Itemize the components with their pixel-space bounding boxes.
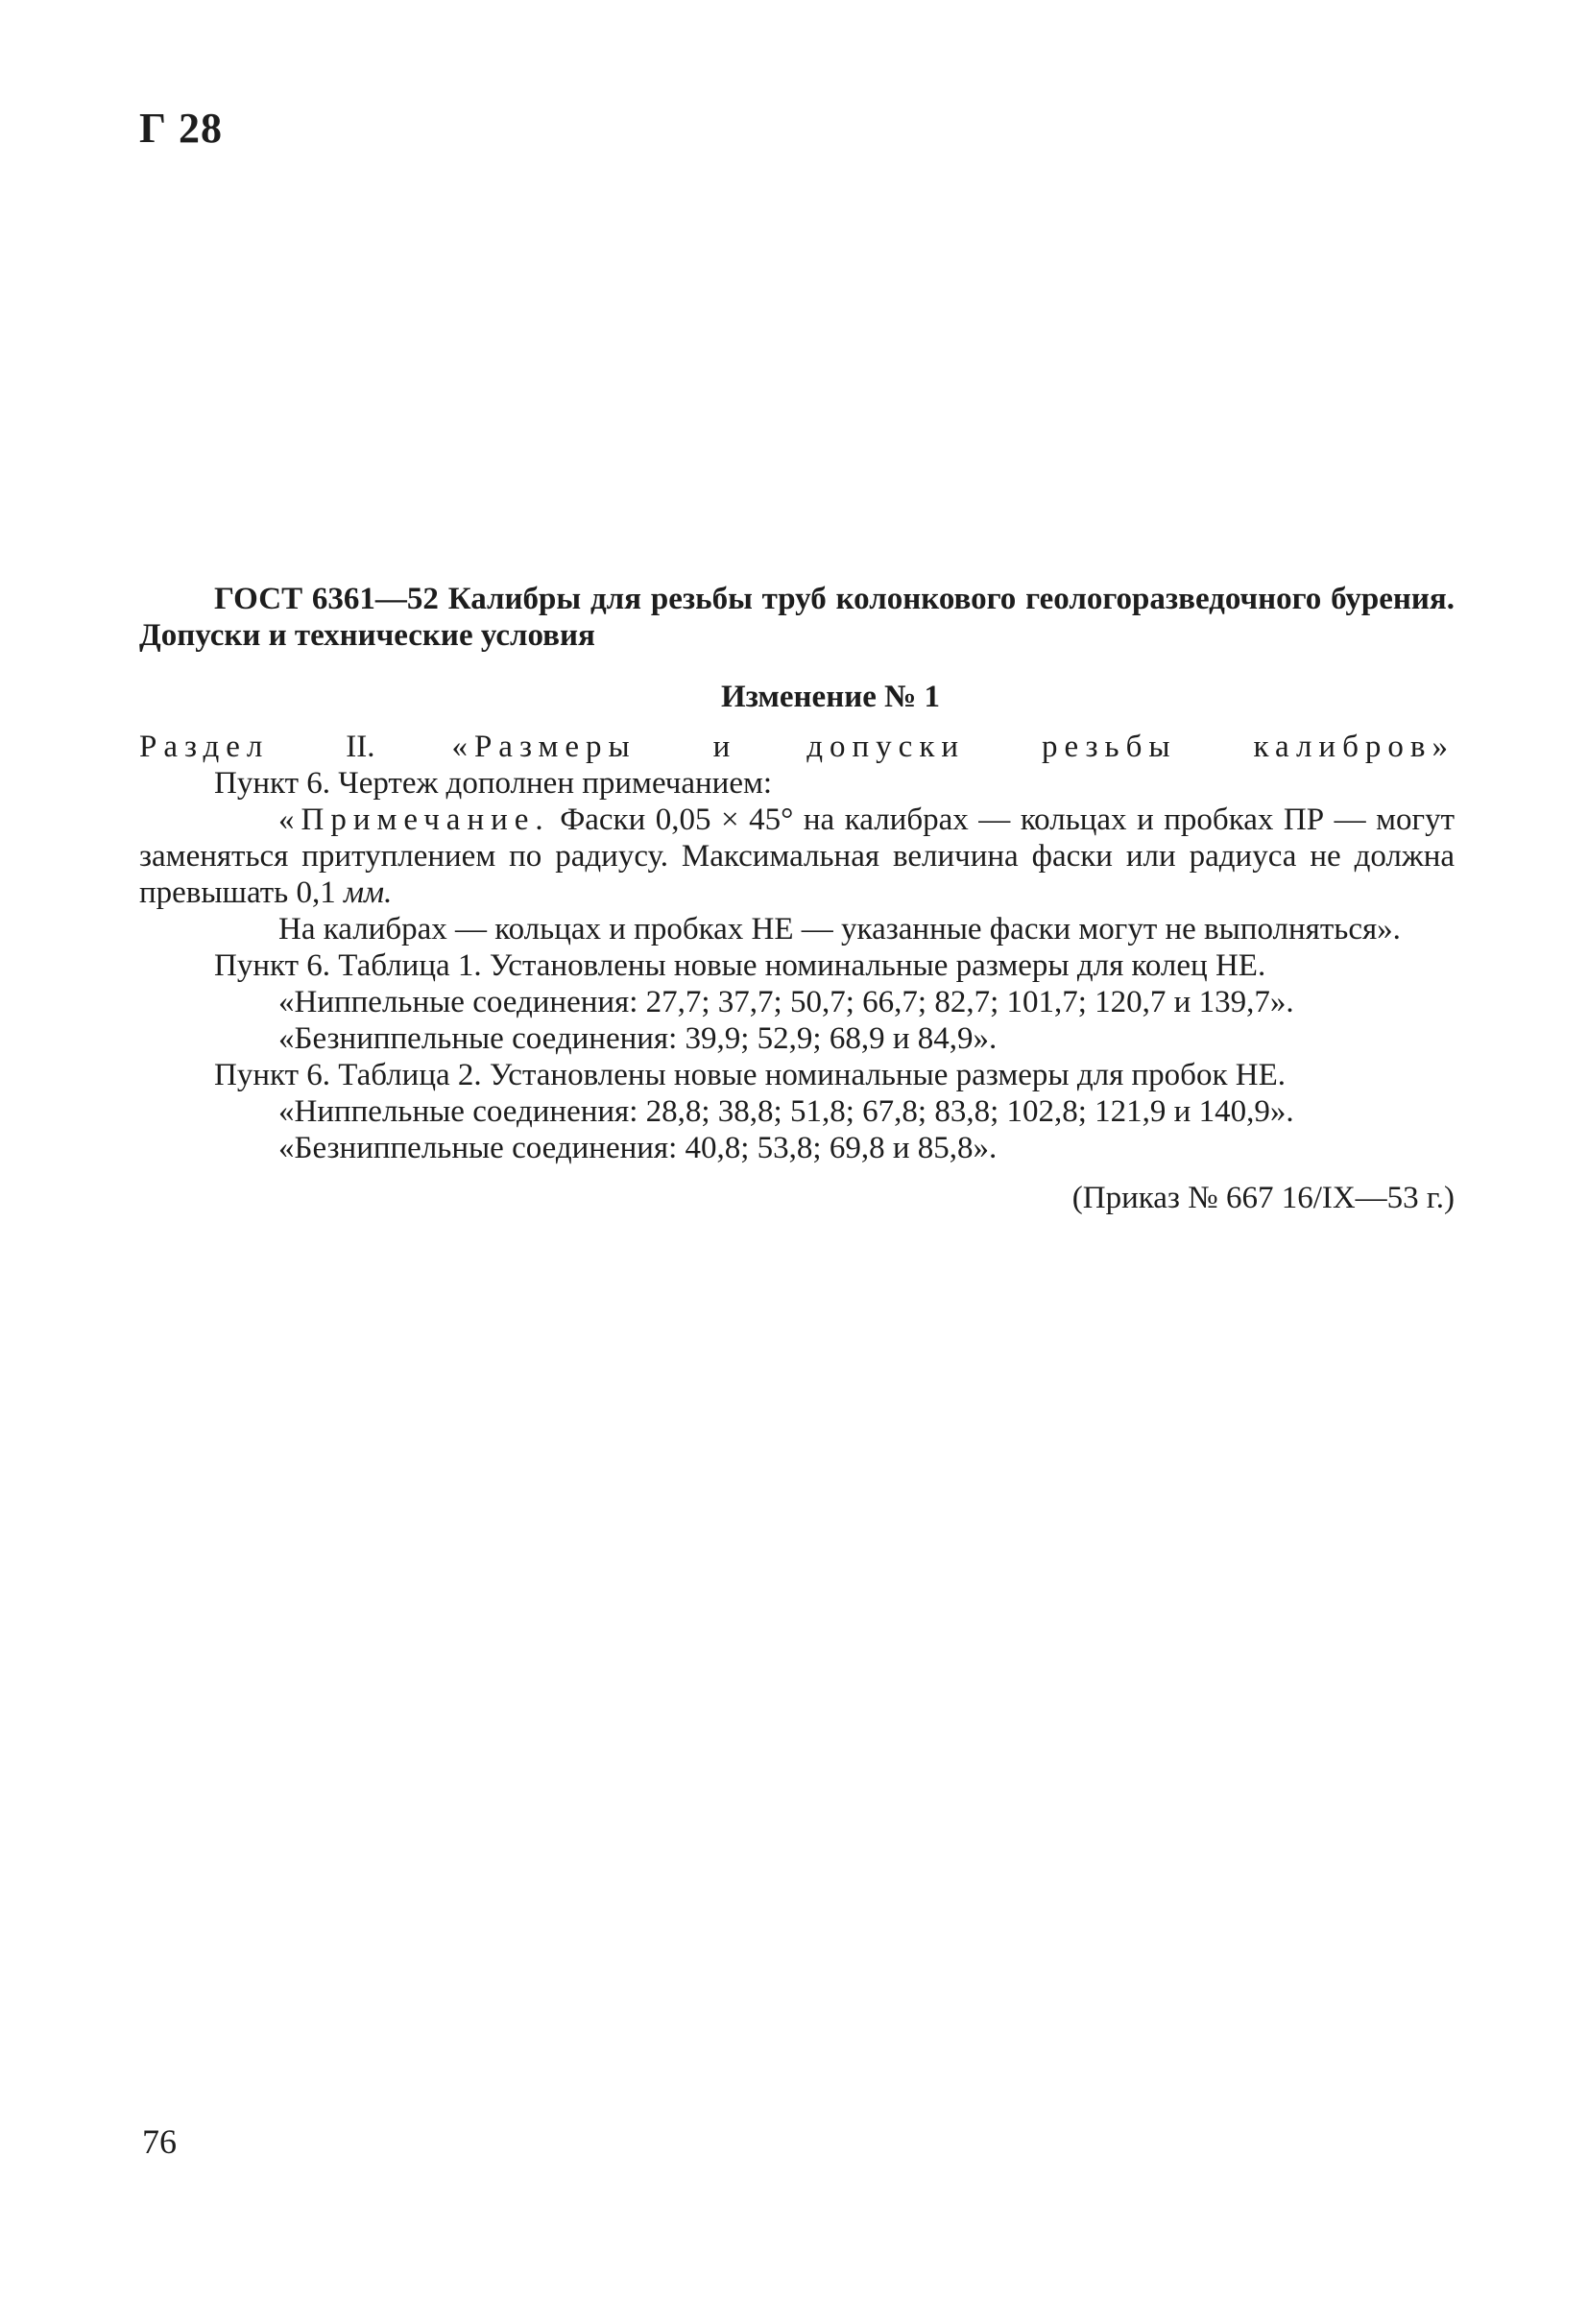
section-word: резьбы xyxy=(1041,730,1177,764)
paragraph-item-6-drawing: Пункт 6. Чертеж дополнен примечанием: xyxy=(214,766,773,801)
note-label: «Примечание. xyxy=(278,803,550,837)
table-2-nippleless-sizes: «Безниппельные соединения: 40,8; 53,8; 69,8 и 85,8». xyxy=(278,1131,998,1165)
note-paragraph xyxy=(139,802,1455,911)
section-heading xyxy=(139,729,1455,765)
paragraph-table-2: Пункт 6. Таблица 2. Установлены новые номинальные размеры для пробок НЕ. xyxy=(214,1058,1286,1092)
page-number: 76 xyxy=(142,2122,177,2161)
table-2-nipple-sizes: «Ниппельные соединения: 28,8; 38,8; 51,8; 67,8; 83,8; 102,8; 121,9 и 140,9». xyxy=(278,1094,1294,1129)
standard-header: ГОСТ 6361—52 Калибры для резьбы труб колонкового геологоразведочного бурения. Допуски и технические условия xyxy=(139,582,1455,653)
section-word: калибров» xyxy=(1253,730,1455,764)
note-paragraph-2: На калибрах — кольцах и пробках НЕ — указанные фаски могут не выполняться». xyxy=(278,912,1401,946)
table-1-nipple-sizes: «Ниппельные соединения: 27,7; 37,7; 50,7; 66,7; 82,7; 101,7; 120,7 и 139,7». xyxy=(278,985,1294,1019)
section-word: «Размеры xyxy=(451,730,637,764)
catalog-code: Г 28 xyxy=(139,105,223,152)
order-reference: (Приказ № 667 16/IX—53 г.) xyxy=(1071,1181,1455,1215)
paragraph-table-1: Пункт 6. Таблица 1. Установлены новые номинальные размеры для колец НЕ. xyxy=(214,948,1266,983)
table-1-nippleless-sizes: «Безниппельные соединения: 39,9; 52,9; 68,9 и 84,9». xyxy=(278,1021,998,1056)
section-word: Раздел xyxy=(139,730,270,764)
section-word: и xyxy=(712,730,731,764)
section-word: II. xyxy=(346,730,375,764)
note-unit: мм. xyxy=(344,875,393,910)
document-body xyxy=(139,581,1455,1216)
section-word: допуски xyxy=(806,730,966,764)
note-text: Фаски 0,05 × 45° на калибрах — кольцах и пробках ПР — могут заменяться притуплением по радиусу. Максимальная величина фаски или радиуса не должна превышать 0,1 xyxy=(139,803,1455,910)
change-title: Изменение № 1 xyxy=(720,680,941,714)
